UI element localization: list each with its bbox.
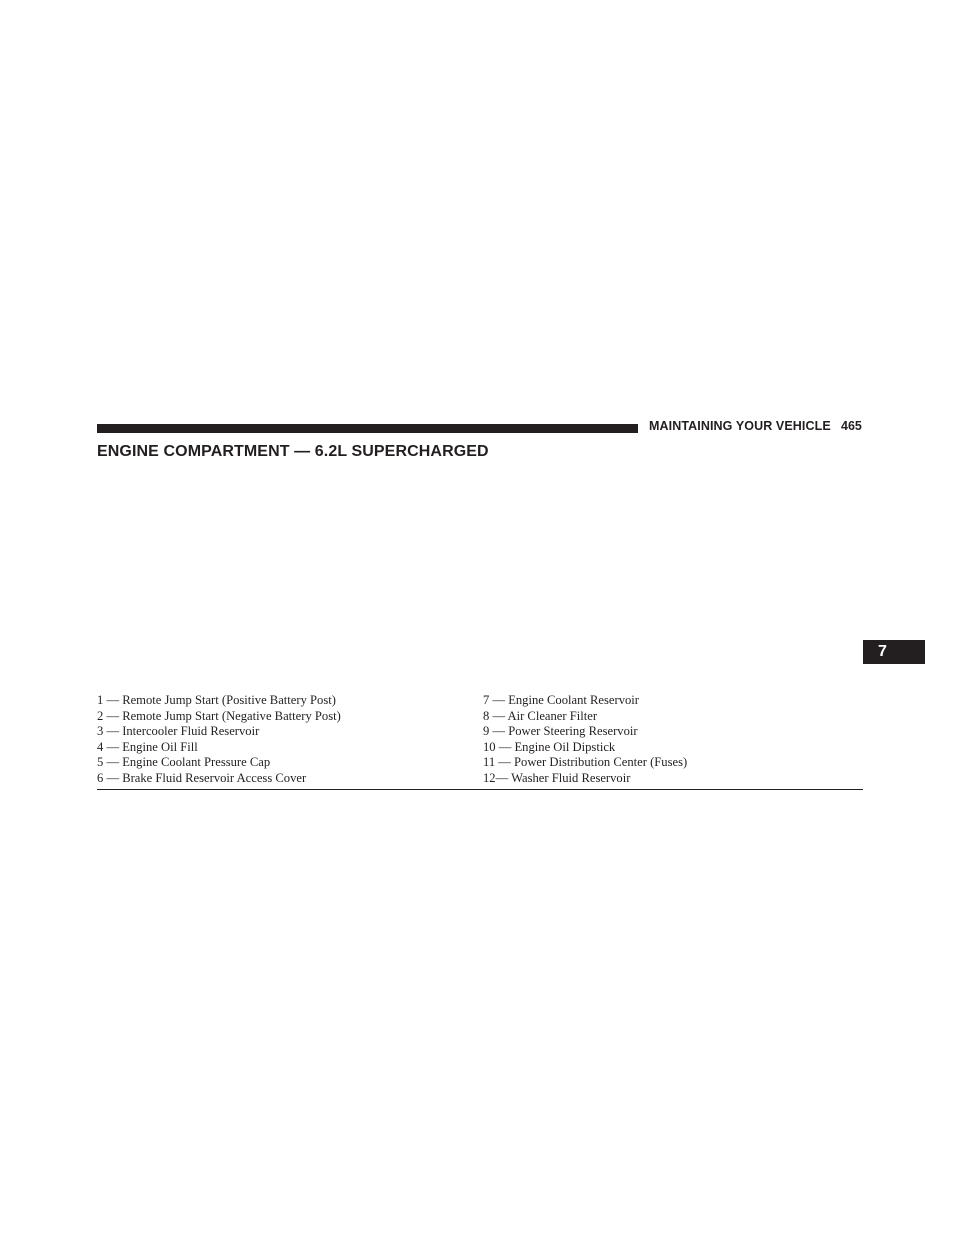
legend-column-left [97, 693, 341, 787]
legend-item: 9 — Power Steering Reservoir [483, 724, 638, 739]
page-title: ENGINE COMPARTMENT — 6.2L SUPERCHARGED [97, 443, 489, 460]
legend-column-right [483, 693, 687, 787]
legend-item: 10 — Engine Oil Dipstick [483, 739, 616, 754]
header-rule-bar [97, 424, 638, 433]
legend-item: 12— Washer Fluid Reservoir [483, 770, 631, 785]
legend-item: 5 — Engine Coolant Pressure Cap [97, 755, 271, 770]
legend-item: 11 — Power Distribution Center (Fuses) [483, 755, 688, 770]
legend-item: 8 — Air Cleaner Filter [483, 708, 598, 723]
legend-item: 7 — Engine Coolant Reservoir [483, 693, 639, 707]
legend-item: 2 — Remote Jump Start (Negative Battery Post) [97, 708, 341, 723]
legend-item: 4 — Engine Oil Fill [97, 739, 198, 754]
page-number: 465 [841, 419, 862, 433]
legend-item: 1 — Remote Jump Start (Positive Battery Post) [97, 693, 336, 707]
chapter-tab: 7 [863, 640, 925, 664]
legend-item: 3 — Intercooler Fluid Reservoir [97, 724, 260, 739]
running-header-section: MAINTAINING YOUR VEHICLE [649, 419, 831, 433]
legend-item: 6 — Brake Fluid Reservoir Access Cover [97, 770, 307, 785]
legend-divider [97, 789, 863, 790]
